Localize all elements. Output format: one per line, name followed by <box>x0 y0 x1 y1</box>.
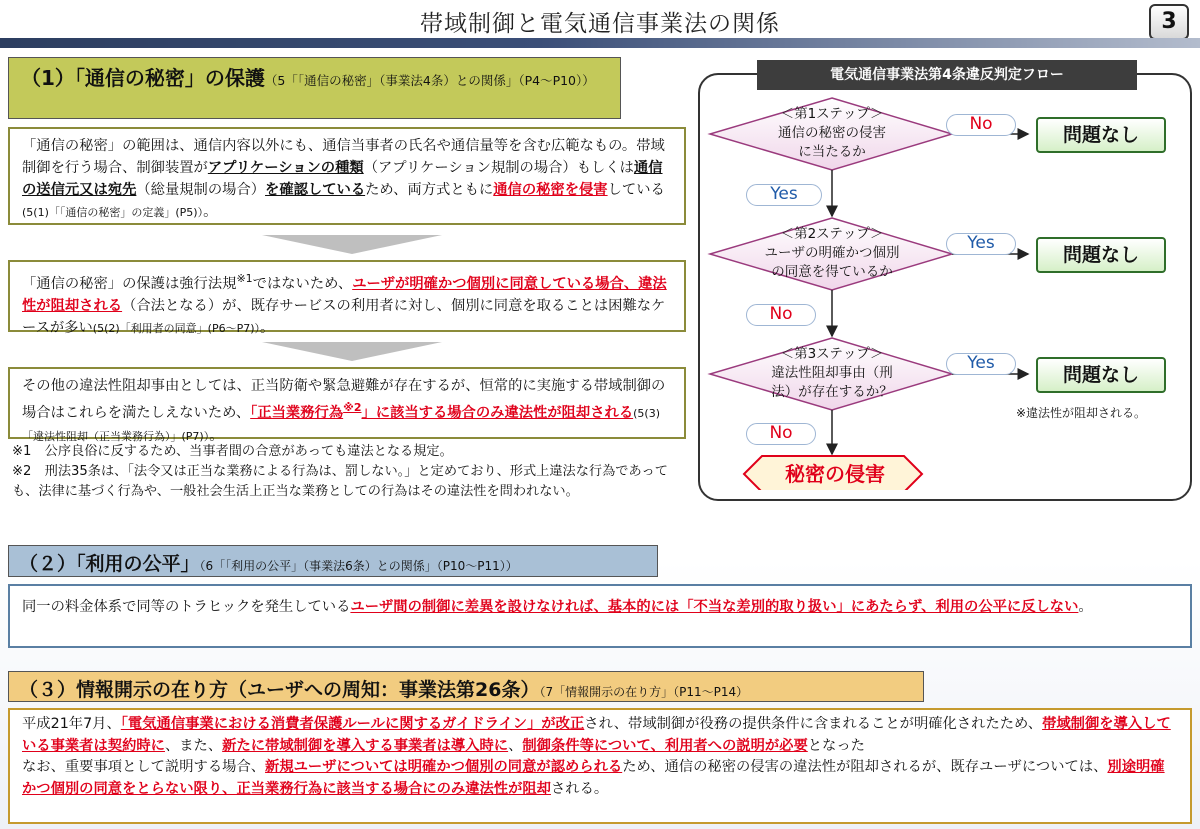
consent-box <box>8 260 686 336</box>
step3-line: ＜第3ステップ＞ <box>780 346 884 362</box>
red-emphasis: 」に該当する場合のみ違法性が阻却される <box>361 404 634 421</box>
footnote-mark: ※1 <box>236 272 253 285</box>
section3-title: （３）情報開示の在り方（ユーザへの周知：事業法第26条） <box>19 679 540 701</box>
step3-line: 法）が存在するか？ <box>771 384 893 400</box>
text: 。 <box>209 427 224 444</box>
flow-chart-title: 電気通信事業法第4条違反判定フロー <box>757 60 1137 90</box>
ok-box-3: 問題なし <box>1036 357 1166 393</box>
step1-line: に当たるか <box>798 144 866 160</box>
red-emphasis: ユーザ間の制御に差異を設けなければ、基本的には「不当な差別的取り扱い」にあたらず、利用の公平に反しない <box>350 599 1079 615</box>
text: 「通信の秘密」の保護は強行法規 <box>22 275 237 292</box>
yes-label: Yes <box>746 184 822 206</box>
step3-line: 違法性阻却事由（刑 <box>771 365 893 381</box>
down-arrow-icon <box>262 235 442 254</box>
emphasis: を確認している <box>265 182 366 198</box>
text: （合法となる）が、既存サービスの利用者に対し、個別に同意を取ることは困難なケースが多い <box>22 297 666 336</box>
justification-box <box>8 367 686 444</box>
section3-subtitle: （7「情報開示の在り方」（P11～P14） <box>539 685 749 699</box>
page-number: 3 <box>1149 4 1189 40</box>
text: 。 <box>260 319 275 336</box>
step1-label <box>742 105 922 162</box>
red-emphasis: 帯域制御を導入している事業者は契約時に <box>22 716 1171 754</box>
reference: (5(3)「違法性阻却（正当業務行為）」(P7)） <box>22 406 660 443</box>
fairness-box <box>8 584 1192 648</box>
no-label: No <box>746 423 816 445</box>
disclosure-paragraph-2 <box>22 757 1178 800</box>
step3-label <box>742 345 922 402</box>
text: （アプリケーション規制の場合）もしくは <box>363 160 634 176</box>
page-title: 帯域制御と電気通信事業法の関係 <box>420 11 780 37</box>
text: している <box>607 182 665 198</box>
red-emphasis: 新規ユーザについては明確かつ個別の同意が認められる <box>265 759 623 775</box>
section2-heading <box>8 545 658 577</box>
footnote-mark: ※2 <box>343 401 362 414</box>
text: 「通信の秘密」の範囲は、通信内容以外にも、通信当事者の氏名や通信量等を含む広範なもの。帯域制御を行う場合、制御装置が <box>22 138 665 176</box>
footnote-2: ※2 刑法35条は、「法令又は正当な業務による行為は、罰しない。」と定めており、形式上違法な行為であっても、法律に基づく行為や、一般社会生活上正当な業務としての行為はその違法性を問われない。 <box>12 464 668 499</box>
yes-label: Yes <box>946 353 1016 375</box>
ok-box-1: 問題なし <box>1036 117 1166 153</box>
header-bar <box>0 38 1200 48</box>
red-emphasis: 新たに帯域制御を導入する事業者は導入時に <box>222 737 509 754</box>
violation-result: 秘密の侵害 <box>785 462 885 486</box>
step2-line: ＜第2ステップ＞ <box>780 226 884 242</box>
text: 、 <box>508 737 523 754</box>
emphasis: アプリケーションの種類 <box>207 160 364 176</box>
text: 同一の料金体系で同等のトラヒックを発生している <box>22 599 351 615</box>
text: （総量規制の場合） <box>136 182 266 198</box>
step1-line: 通信の秘密の侵害 <box>778 125 886 141</box>
section2-title: （２）「利用の公平」 <box>19 553 200 575</box>
section3-heading <box>8 671 924 702</box>
text: その他の違法性阻却事由としては、正当防衛や緊急避難が存在するが、恒常的に実施する帯域制御の場合はこれらを満たしえないため、 <box>22 378 666 421</box>
text: ため、通信の秘密の侵害の違法性が阻却されるが、既存ユーザについては、 <box>622 759 1108 775</box>
text: ため、両方式ともに <box>365 182 494 198</box>
emphasis: 通信の送信元又は宛先 <box>22 160 663 198</box>
footnotes <box>12 442 692 502</box>
text: される。 <box>550 780 609 797</box>
text: 。 <box>1078 599 1093 615</box>
step2-line: の同意を得ているか <box>771 264 893 280</box>
reference: (5(2)「利用者の同意」(P6～P7)） <box>92 321 260 335</box>
text: なお、重要事項として説明する場合、 <box>22 759 266 775</box>
red-emphasis: 「電気通信事業における消費者保護ルールに関するガイドライン」が改正 <box>120 716 585 732</box>
section2-subtitle: （6「「利用の公平」（事業法6条）との関係」（P10～P11）） <box>199 559 518 573</box>
yes-label: Yes <box>946 233 1016 255</box>
red-emphasis: 別途明確かつ個別の同意をとらない限り、正当業務行為に該当する場合にのみ違法性が阻却 <box>22 759 1165 797</box>
reference: (5(1)「「通信の秘密」の定義」(P5)） <box>22 206 204 219</box>
flow-note: ※違法性が阻却される。 <box>1016 406 1147 420</box>
footnote-1: ※1 公序良俗に反するため、当事者間の合意があっても違法となる規定。 <box>12 444 453 459</box>
text: 。 <box>203 204 218 220</box>
red-emphasis: 「正当業務行為 <box>250 404 344 421</box>
text: となった <box>807 737 865 754</box>
disclosure-box <box>8 708 1192 824</box>
red-emphasis: 制御条件等について、利用者への説明が必要 <box>522 737 808 754</box>
disclosure-paragraph-1 <box>22 714 1178 757</box>
red-emphasis: ユーザが明確かつ個別に同意している場合、違法性が阻却される <box>22 275 667 314</box>
down-arrow-icon <box>262 342 442 361</box>
section1-heading <box>8 57 621 119</box>
no-label: No <box>946 114 1016 136</box>
no-label: No <box>746 304 816 326</box>
secrecy-scope-box <box>8 127 686 225</box>
section1-subtitle: （5「「通信の秘密」（事業法4条）との関係」（P4～P10）） <box>264 73 595 88</box>
section1-title: （1）「通信の秘密」の保護 <box>21 66 265 90</box>
ok-box-2: 問題なし <box>1036 237 1166 273</box>
text: 、また、 <box>164 737 223 754</box>
step2-label <box>742 225 922 282</box>
step1-line: ＜第1ステップ＞ <box>780 106 884 122</box>
red-emphasis: 通信の秘密を侵害 <box>493 182 608 198</box>
text: され、帯域制御が役務の提供条件に含まれることが明確化されたため、 <box>584 716 1043 732</box>
text: ではないため、 <box>252 275 353 292</box>
text: 平成21年7月、 <box>22 716 121 732</box>
step2-line: ユーザの明確かつ個別 <box>764 245 900 261</box>
